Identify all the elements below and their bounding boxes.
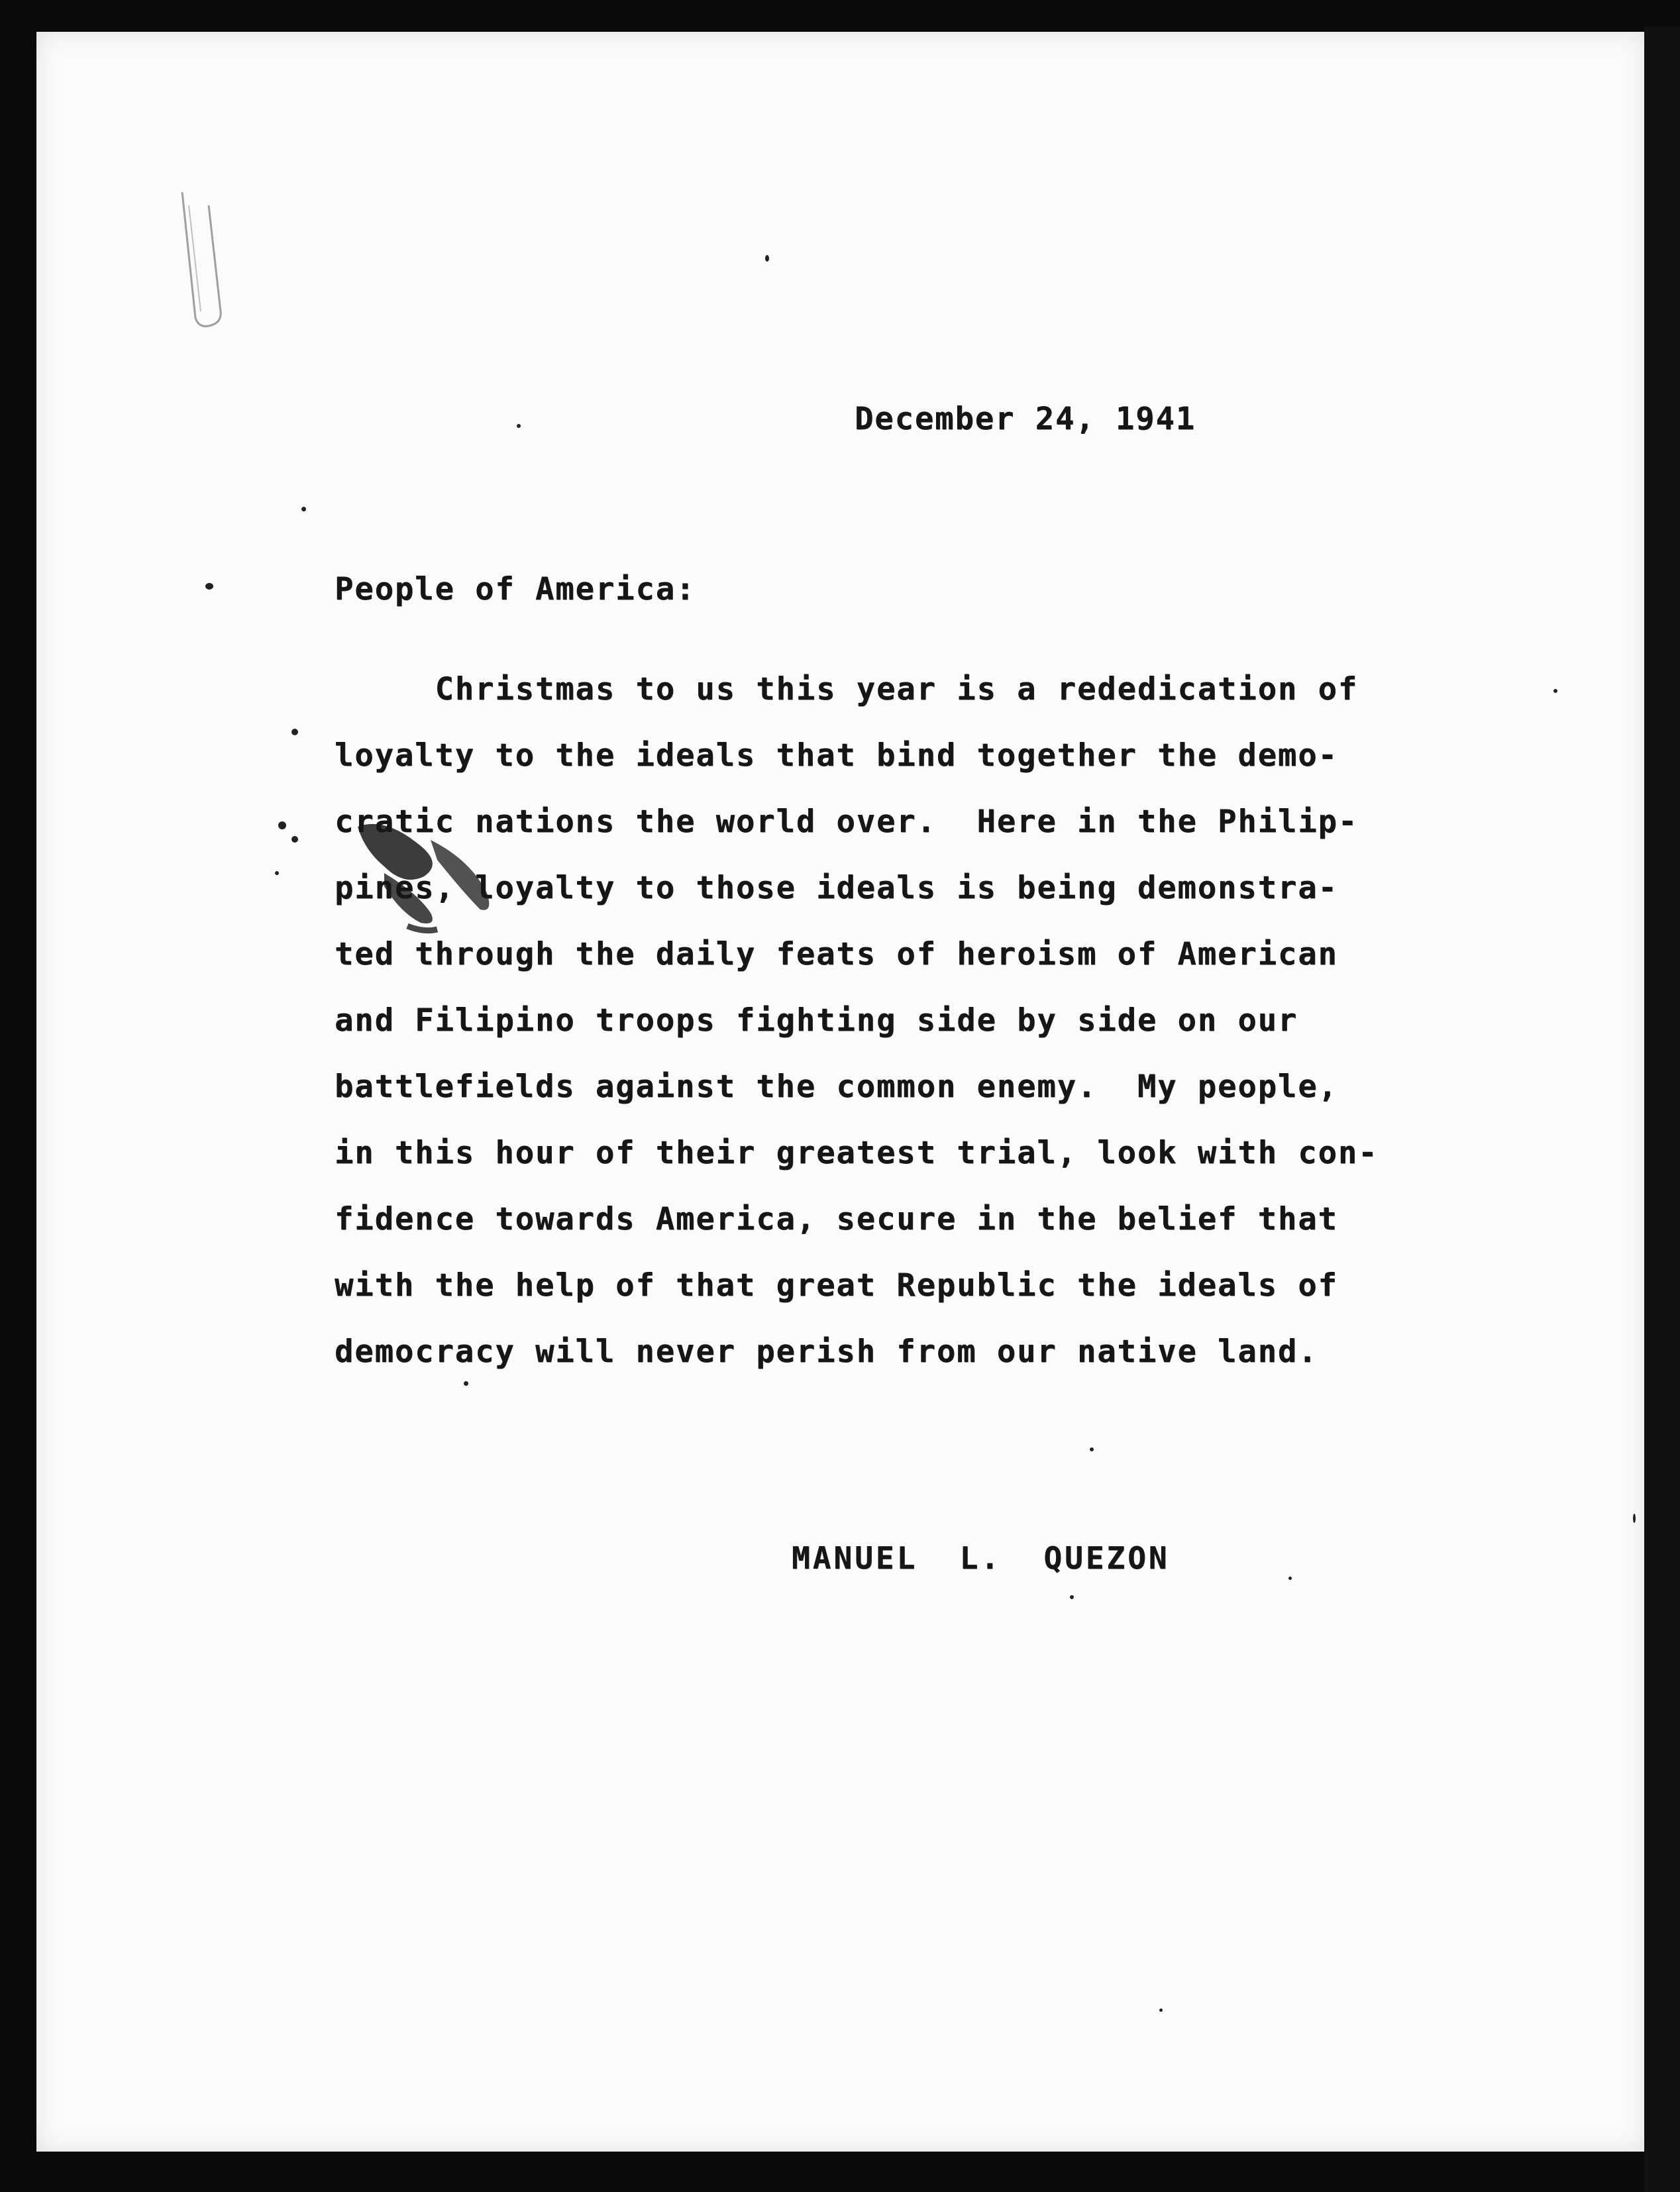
speck bbox=[517, 424, 521, 428]
speck bbox=[464, 1381, 468, 1386]
paperclip-mark bbox=[169, 179, 248, 331]
body-line: battlefields against the common enemy. My people, bbox=[335, 1069, 1338, 1105]
scan-border bbox=[1644, 26, 1680, 2192]
speck bbox=[1070, 1595, 1074, 1599]
body-line: in this hour of their greatest trial, look with con- bbox=[335, 1135, 1379, 1171]
speck bbox=[291, 836, 298, 843]
body-line: cratic nations the world over. Here in the Philip- bbox=[335, 804, 1359, 840]
speck bbox=[765, 255, 769, 262]
body-line: Christmas to us this year is a rededication of bbox=[335, 671, 1359, 707]
body-line: and Filipino troops fighting side by side on our bbox=[335, 1002, 1298, 1039]
body-line: pines, loyalty to those ideals is being demonstra- bbox=[335, 870, 1338, 906]
body-line: democracy will never perish from our native land. bbox=[335, 1333, 1318, 1370]
body-line: with the help of that great Republic the ideals of bbox=[335, 1267, 1338, 1304]
letter-date: December 24, 1941 bbox=[855, 401, 1196, 437]
speck bbox=[278, 821, 286, 829]
body-line: fidence towards America, secure in the belief that bbox=[335, 1201, 1338, 1237]
signature: MANUEL L. QUEZON bbox=[792, 1540, 1170, 1576]
speck bbox=[1633, 1514, 1636, 1523]
speck bbox=[1553, 689, 1557, 693]
speck bbox=[1288, 1577, 1292, 1580]
body-line: loyalty to the ideals that bind together the demo- bbox=[335, 737, 1338, 774]
speck bbox=[1090, 1447, 1094, 1451]
body-line: ted through the daily feats of heroism of American bbox=[335, 936, 1338, 972]
speck bbox=[275, 871, 279, 875]
speck bbox=[205, 583, 213, 590]
speck bbox=[291, 729, 298, 735]
speck bbox=[1159, 2009, 1163, 2012]
speck bbox=[301, 507, 306, 511]
salutation: People of America: bbox=[335, 571, 696, 607]
